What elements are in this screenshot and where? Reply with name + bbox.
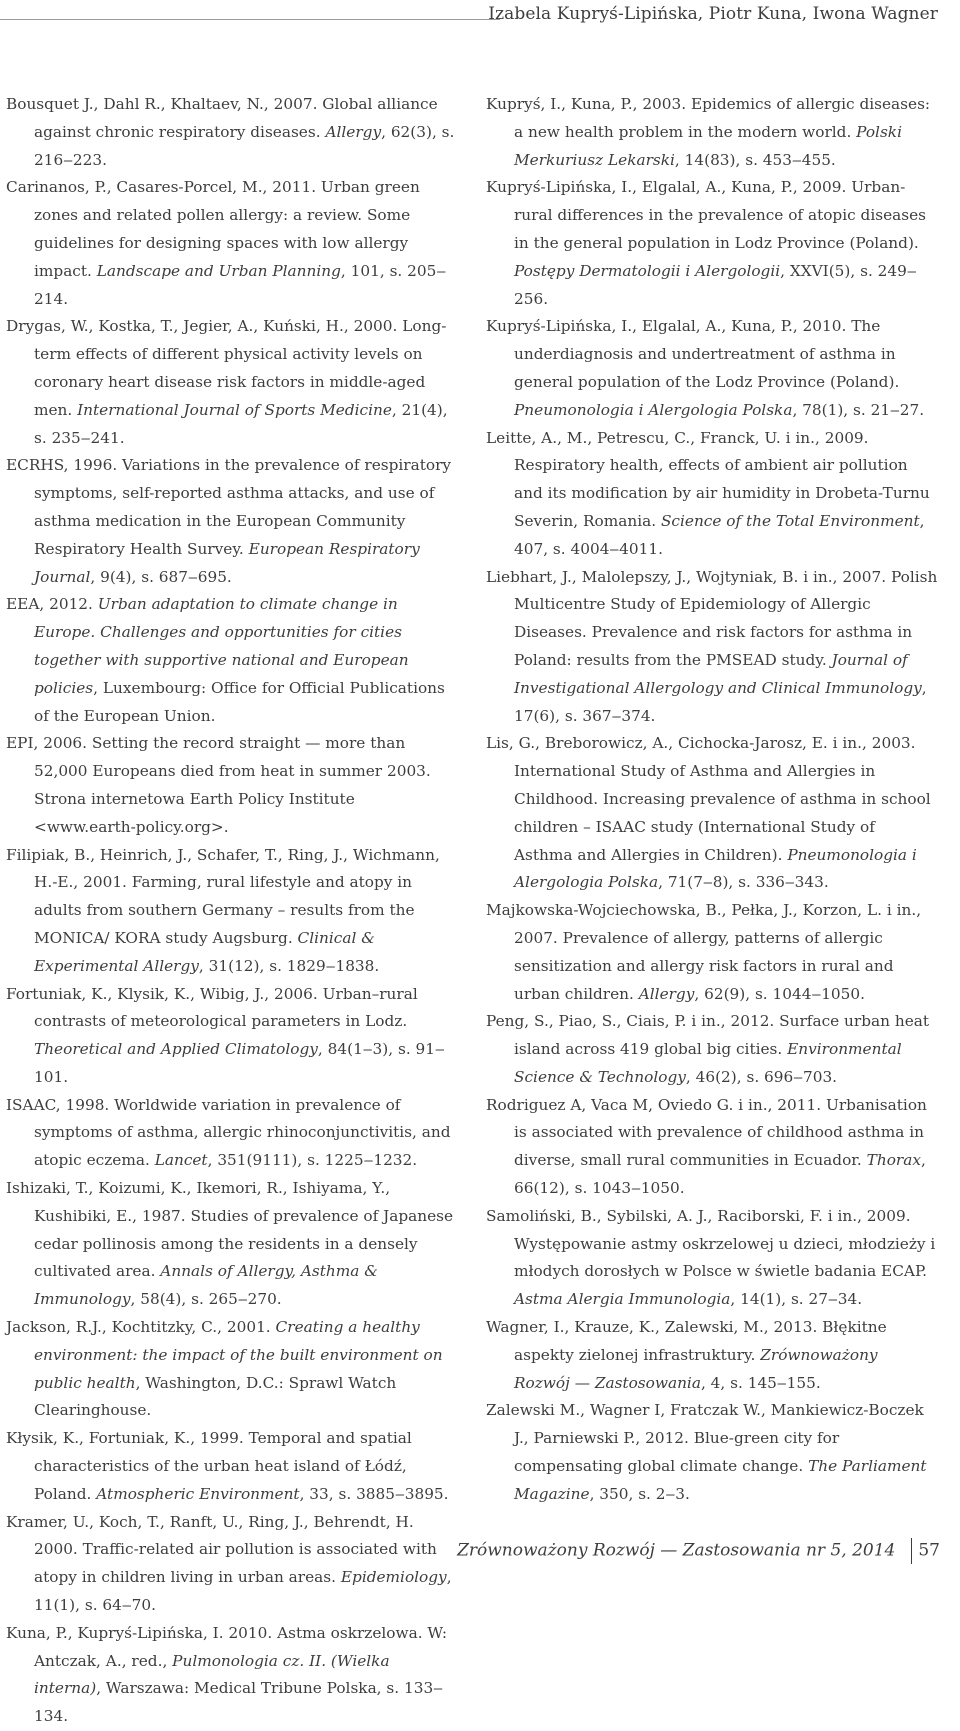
reference-details: , 62(9), s. 1044‒1050. bbox=[694, 984, 865, 1003]
page-footer bbox=[457, 1538, 940, 1564]
reference-text: Zalewski M., Wagner I, Fratczak W., Mankiewicz-Boczek J., Parniewski P., 2012. Blue-green city for compensating global climate change. bbox=[486, 1401, 924, 1476]
reference-details: , 11(1), s. 64‒70. bbox=[34, 1568, 452, 1615]
reference-details: , 9(4), s. 687‒695. bbox=[90, 567, 232, 586]
reference-text: Samoliński, B., Sybilski, A. J., Raciborski, F. i in., 2009. Występowanie astmy oskrzelowej u dzieci, młodzieży i młodych dorosłych w Polsce w świetle badania ECAP. bbox=[486, 1206, 936, 1281]
reference-source-title: Zrównoważony Rozwój — Zastosowania bbox=[514, 1345, 878, 1392]
reference-source-title: Urban adaptation to climate change in Europe. Challenges and opportunities for cities together with supportive national and European policies bbox=[34, 595, 409, 697]
reference-text: Wagner, I., Krauze, K., Zalewski, M., 2013. Błękitne aspekty zielonej infrastruktury. bbox=[486, 1318, 887, 1364]
references-right-column bbox=[486, 91, 938, 1509]
reference-source-title: Science of the Total Environment bbox=[660, 511, 920, 530]
reference-details: , 17(6), s. 367‒374. bbox=[514, 678, 927, 725]
reference-text: EEA, 2012. bbox=[6, 595, 98, 614]
reference-text: Leitte, A., M., Petrescu, C., Franck, U. i in., 2009. Respiratory health, effects of ambient air pollution and its modification by air humidity in Drobeta-Turnu Severin, Romania. bbox=[486, 428, 930, 530]
reference-details: , 58(4), s. 265‒270. bbox=[130, 1290, 282, 1309]
reference-text: Kłysik, K., Fortuniak, K., 1999. Temporal and spatial characteristics of the urban heat island of Łódź, Poland. bbox=[6, 1429, 412, 1503]
reference-entry bbox=[6, 1620, 458, 1731]
reference-source-title: Astma Alergia Immunologia bbox=[514, 1290, 731, 1309]
reference-entry bbox=[486, 1092, 938, 1203]
reference-details: , 351(9111), s. 1225‒1232. bbox=[207, 1151, 418, 1170]
reference-details: , 31(12), s. 1829‒1838. bbox=[198, 956, 380, 975]
reference-text: Fortuniak, K., Klysik, K., Wibig, J., 2006. Urban–rural contrasts of meteorological parameters in Lodz. bbox=[6, 984, 418, 1031]
reference-text: Carinanos, P., Casares-Porcel, M., 2011. Urban green zones and related pollen allergy: a review. Some guidelines for designing spaces with low allergy impact. bbox=[6, 178, 420, 280]
reference-entry bbox=[486, 897, 938, 1008]
reference-details: , Washington, D.C.: Sprawl Watch Clearinghouse. bbox=[34, 1373, 397, 1420]
reference-details: , 21(4), s. 235‒241. bbox=[34, 400, 448, 447]
reference-source-title: Creating a healthy environment: the impact of the built environment on public health bbox=[34, 1318, 443, 1392]
reference-text: Kupryś, I., Kuna, P., 2003. Epidemics of allergic diseases: a new health problem in the modern world. bbox=[486, 95, 931, 141]
reference-entry bbox=[6, 591, 458, 730]
reference-text: Kupryś-Lipińska, I., Elgalal, A., Kuna, P., 2010. The underdiagnosis and undertreatment of asthma in general population of the Lodz Province (Poland). bbox=[486, 317, 900, 391]
reference-entry bbox=[6, 91, 458, 174]
running-header-authors: Izabela Kupryś-Lipińska, Piotr Kuna, Iwona Wagner bbox=[488, 4, 938, 24]
reference-source-title: Allergy bbox=[638, 984, 695, 1003]
reference-entry bbox=[486, 174, 938, 313]
reference-source-title: Postępy Dermatologii i Alergologii bbox=[514, 261, 781, 280]
reference-source-title: Clinical & Experimental Allergy bbox=[34, 928, 375, 975]
reference-entry bbox=[6, 981, 458, 1092]
reference-text: Drygas, W., Kostka, T., Jegier, A., Kuński, H., 2000. Long-term effects of different physical activity levels on coronary heart disease risk factors in middle-aged men. bbox=[6, 317, 447, 419]
reference-text: Lis, G., Breborowicz, A., Cichocka-Jarosz, E. i in., 2003. International Study of Asthma and Allergies in Childhood. Increasing prevalence of asthma in school children – ISAAC study (International Study of Asthma and Allergies in Children). bbox=[486, 734, 931, 864]
reference-details: , 84(1‒3), s. 91‒101. bbox=[34, 1040, 445, 1086]
reference-text: Majkowska-Wojciechowska, B., Pełka, J., Korzon, L. i in., 2007. Prevalence of allergy, patterns of allergic sensitization and allergy risk factors in rural and urban children. bbox=[486, 901, 922, 1003]
reference-details: , 407, s. 4004‒4011. bbox=[514, 511, 925, 558]
reference-text: Rodriguez A, Vaca M, Oviedo G. i in., 2011. Urbanisation is associated with prevalence of childhood asthma in diverse, small rural communities in Ecuador. bbox=[486, 1095, 927, 1170]
footer-journal-title: Zrównoważony Rozwój — Zastosowania nr 5, 2014 bbox=[457, 1540, 896, 1561]
reference-details: , 33, s. 3885‒3895. bbox=[299, 1484, 449, 1503]
reference-details: , 62(3), s. 216‒223. bbox=[34, 122, 455, 169]
reference-text: ISAAC, 1998. Worldwide variation in prevalence of symptoms of asthma, allergic rhinoconjunctivitis, and atopic eczema. bbox=[6, 1095, 451, 1170]
reference-details: , 14(1), s. 27‒34. bbox=[730, 1290, 863, 1309]
reference-entry bbox=[486, 564, 938, 731]
reference-details: , XXVI(5), s. 249‒256. bbox=[514, 261, 917, 308]
reference-source-title: Epidemiology bbox=[340, 1568, 447, 1587]
reference-source-title: Allergy bbox=[325, 122, 382, 141]
reference-entry bbox=[486, 425, 938, 564]
reference-text: Kramer, U., Koch, T., Ranft, U., Ring, J., Behrendt, H. 2000. Traffic-related air pollution is associated with atopy in children living in urban areas. bbox=[6, 1512, 437, 1587]
reference-source-title: Thorax bbox=[866, 1151, 921, 1170]
references-left-column bbox=[6, 91, 458, 1731]
reference-text: EPI, 2006. Setting the record straight — more than 52,000 Europeans died from heat in summer 2003. Strona internetowa Earth Policy Institute <www.earth-policy.org>. bbox=[6, 734, 431, 836]
reference-text: ECRHS, 1996. Variations in the prevalence of respiratory symptoms, self-reported asthma attacks, and use of asthma medication in the European Community Respiratory Health Survey. bbox=[6, 456, 452, 558]
reference-entry bbox=[6, 842, 458, 981]
reference-details: , 78(1), s. 21‒27. bbox=[792, 400, 925, 419]
reference-entry bbox=[6, 1314, 458, 1425]
reference-entry bbox=[6, 313, 458, 452]
reference-entry bbox=[486, 1203, 938, 1314]
reference-text: Jackson, R.J., Kochtitzky, C., 2001. bbox=[6, 1318, 276, 1337]
reference-entry bbox=[6, 1092, 458, 1175]
reference-entry bbox=[6, 1509, 458, 1620]
reference-details: , 14(83), s. 453‒455. bbox=[674, 150, 836, 169]
reference-entry bbox=[6, 1175, 458, 1314]
reference-text: Bousquet J., Dahl R., Khaltaev, N., 2007. Global alliance against chronic respiratory diseases. bbox=[6, 95, 438, 141]
reference-entry bbox=[486, 1397, 938, 1508]
reference-source-title: Journal of Investigational Allergology and Clinical Immunology bbox=[514, 650, 922, 697]
reference-text: Kupryś-Lipińska, I., Elgalal, A., Kuna, P., 2009. Urban-rural differences in the prevalence of atopic diseases in the general population in Lodz Province (Poland). bbox=[486, 178, 927, 252]
reference-details: , Luxembourg: Office for Official Publications of the European Union. bbox=[34, 678, 445, 725]
reference-entry bbox=[6, 1425, 458, 1508]
reference-text: Liebhart, J., Malolepszy, J., Wojtyniak, B. i in., 2007. Polish Multicentre Study of Epidemiology of Allergic Diseases. Prevalence and risk factors for asthma in Poland: results from the PMSEAD study. bbox=[486, 567, 938, 669]
reference-details: , 66(12), s. 1043‒1050. bbox=[514, 1151, 926, 1198]
reference-entry bbox=[6, 174, 458, 313]
reference-text: Ishizaki, T., Koizumi, K., Ikemori, R., Ishiyama, Y., Kushibiki, E., 1987. Studies of prevalence of Japanese cedar pollinosis among the residents in a densely cultivated area. bbox=[6, 1179, 454, 1281]
reference-entry bbox=[486, 730, 938, 897]
reference-entry bbox=[6, 730, 458, 841]
reference-text: Kuna, P., Kupryś-Lipińska, I. 2010. Astma oskrzelowa. W: Antczak, A., red., bbox=[6, 1623, 447, 1670]
reference-details: , Warszawa: Medical Tribune Polska, s. 133‒134. bbox=[34, 1679, 443, 1726]
reference-source-title: Lancet bbox=[154, 1151, 208, 1170]
reference-text: Filipiak, B., Heinrich, J., Schafer, T., Ring, J., Wichmann, H.-E., 2001. Farming, rural lifestyle and atopy in adults from southern Germany – results from the MONICA/ KORA study Augsburg. bbox=[6, 845, 440, 947]
reference-entry bbox=[486, 313, 938, 424]
reference-text: Peng, S., Piao, S., Ciais, P. i in., 2012. Surface urban heat island across 419 global big cities. bbox=[486, 1012, 930, 1059]
reference-source-title: The Parliament Magazine bbox=[514, 1457, 927, 1503]
reference-source-title: Polski Merkuriusz Lekarski bbox=[514, 122, 902, 169]
reference-source-title: Pneumonologia i Alergologia Polska bbox=[514, 400, 793, 419]
reference-details: , 71(7‒8), s. 336‒343. bbox=[658, 873, 829, 892]
reference-source-title: Pneumonologia i Alergologia Polska bbox=[514, 845, 917, 892]
reference-source-title: European Respiratory Journal bbox=[34, 539, 420, 586]
reference-source-title: Atmospheric Environment bbox=[96, 1484, 300, 1503]
reference-source-title: Landscape and Urban Planning bbox=[96, 261, 341, 280]
reference-source-title: International Journal of Sports Medicine bbox=[77, 400, 392, 419]
reference-entry bbox=[6, 452, 458, 591]
reference-details: , 101, s. 205‒214. bbox=[34, 261, 447, 308]
reference-source-title: Theoretical and Applied Climatology bbox=[34, 1040, 318, 1059]
reference-details: , 4, s. 145‒155. bbox=[700, 1373, 821, 1392]
reference-entry bbox=[486, 91, 938, 174]
header-rule bbox=[0, 19, 500, 20]
page-number: 57 bbox=[918, 1540, 940, 1561]
reference-source-title: Pulmonologia cz. II. (Wielka interna) bbox=[34, 1651, 390, 1698]
reference-details: , 46(2), s. 696‒703. bbox=[685, 1067, 838, 1086]
reference-source-title: Annals of Allergy, Asthma & Immunology bbox=[34, 1262, 378, 1309]
reference-entry bbox=[486, 1314, 938, 1397]
reference-entry bbox=[486, 1008, 938, 1091]
footer-separator bbox=[911, 1538, 912, 1564]
reference-source-title: Environmental Science & Technology bbox=[514, 1040, 902, 1086]
reference-details: , 350, s. 2‒3. bbox=[589, 1484, 690, 1503]
